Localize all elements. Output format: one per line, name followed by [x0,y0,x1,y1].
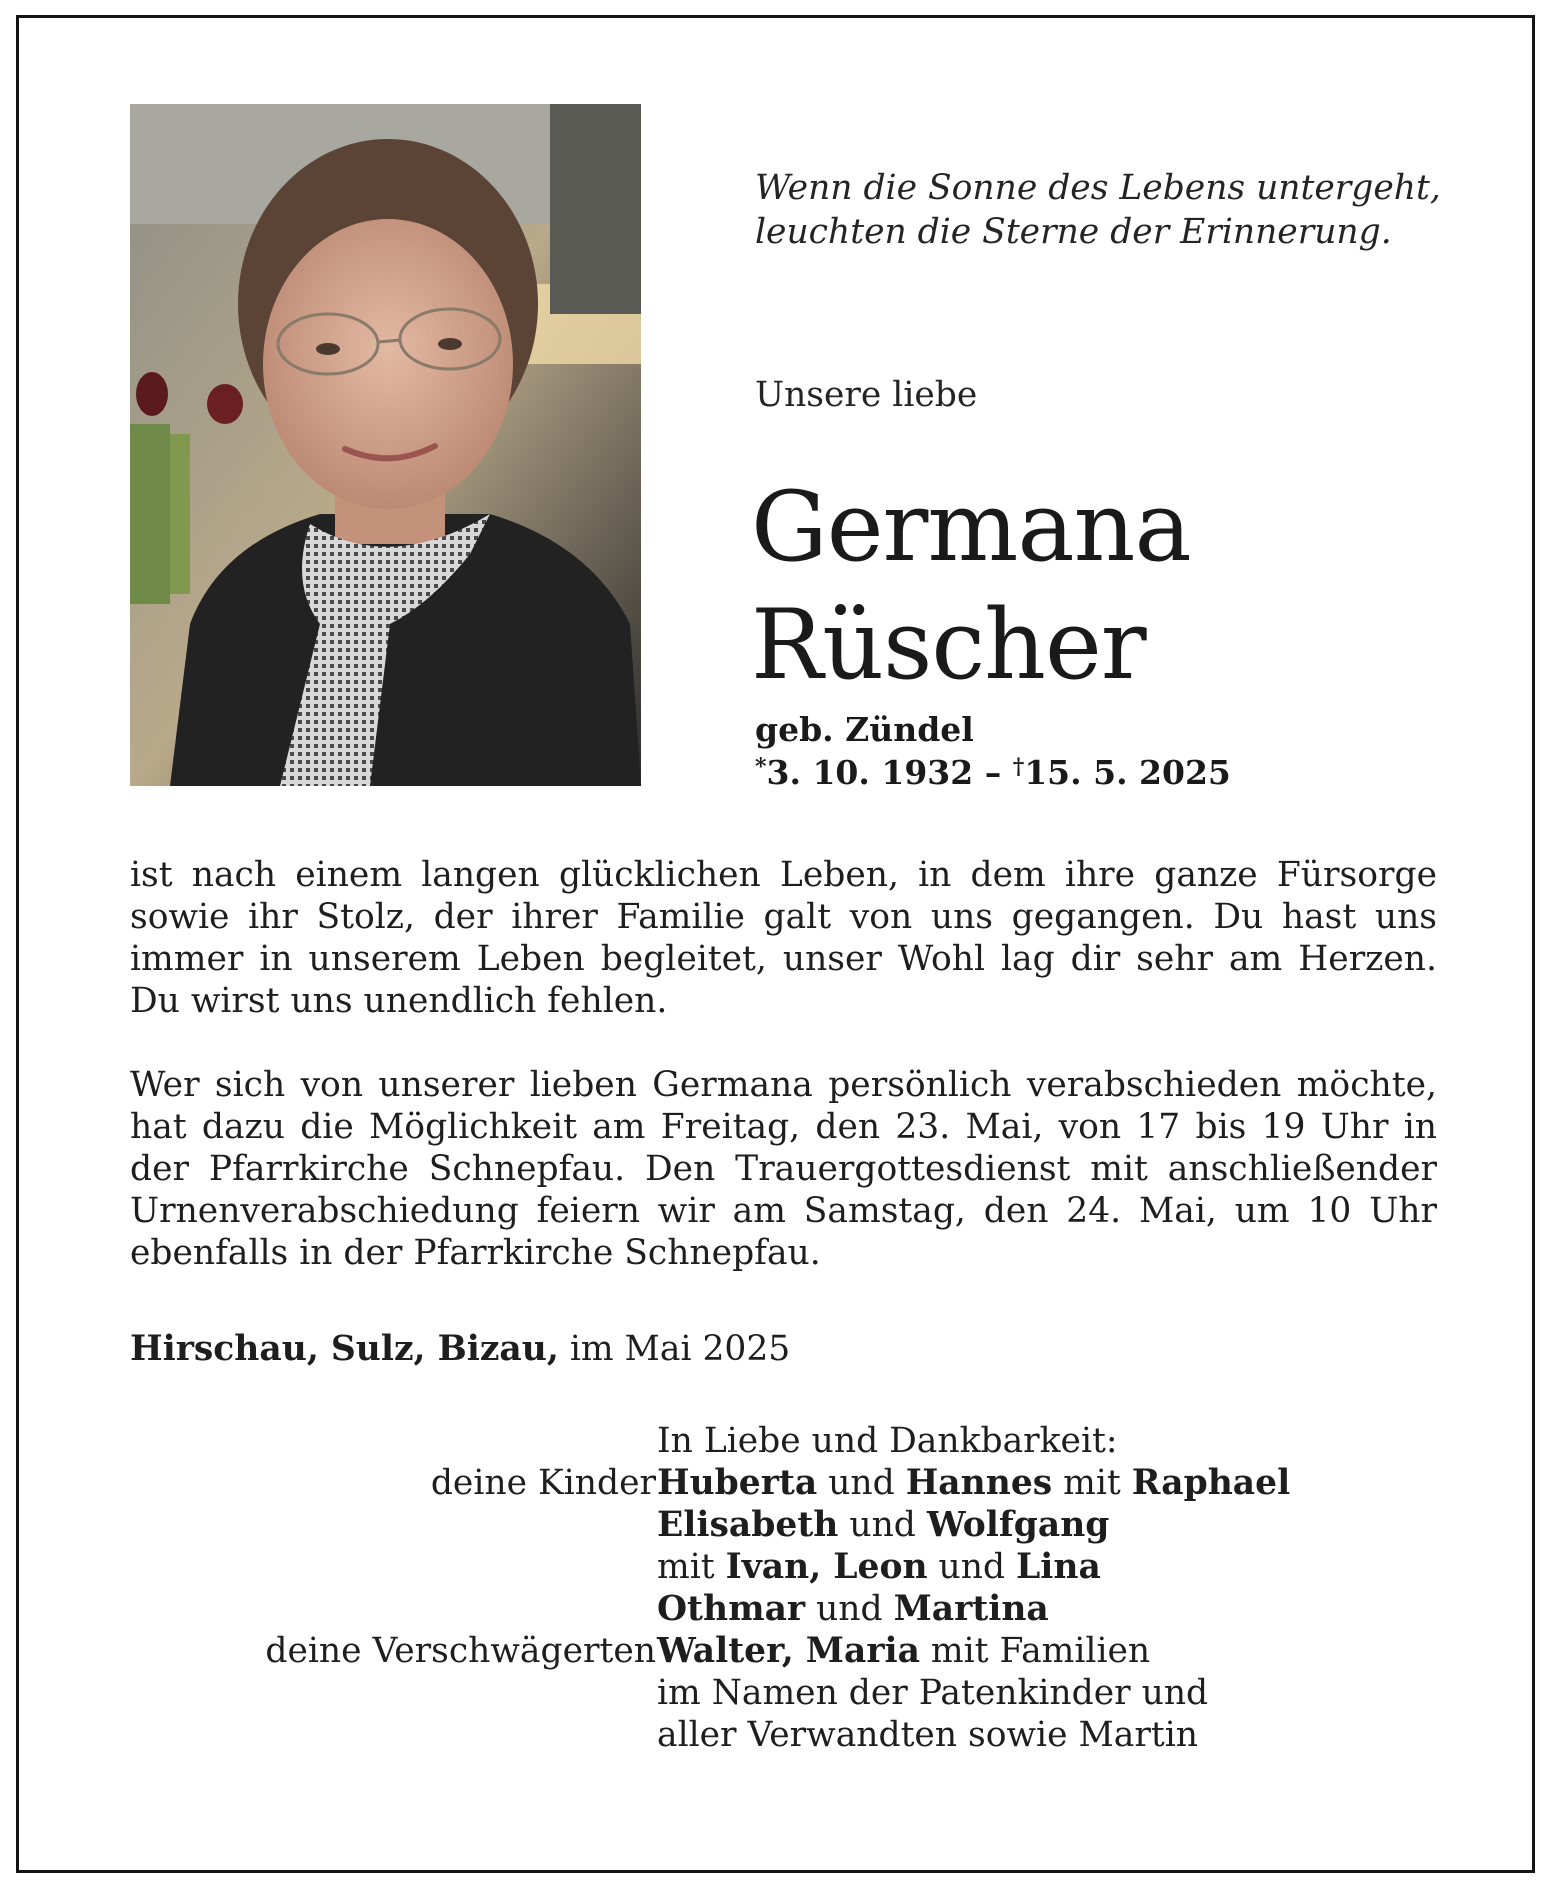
motto-line-2: leuchten die Sterne der Erinnerung. [755,212,1392,252]
children-line-4 [657,1588,1049,1630]
last-name: Rüscher [751,589,1146,701]
connector: mit Familien [919,1631,1151,1671]
connector: mit [1052,1463,1132,1503]
deceased-name [751,468,1191,704]
connector: und [805,1589,894,1629]
mourner-name: Othmar [657,1589,806,1629]
birth-star-symbol: * [755,754,767,780]
children-line-3 [657,1546,1101,1588]
dash: – [973,753,1013,792]
mourner-name: Ivan, Leon [725,1547,928,1587]
intro-text: Unsere liebe [755,375,978,415]
connector: und [817,1463,906,1503]
place-and-date [130,1329,790,1369]
mourners-heading: In Liebe und Dankbarkeit: [657,1421,1118,1461]
place-date: im Mai 2025 [558,1329,791,1369]
portrait-photo [130,104,641,786]
first-name: Germana [751,471,1191,583]
children-line-1 [657,1462,1290,1504]
paragraph-1: ist nach einem langen glücklichen Leben, in dem ihre ganze Fürsorge sowie ihr Stolz, der ihrer Familie galt von uns gegangen. Du hast uns immer in unserem Leben begleitet, unser Wohl lag dir sehr am Herzen. Du wirst uns unendlich fehlen. [130,855,1437,1021]
mourner-name: Lina [1016,1547,1101,1587]
connector: mit [657,1547,726,1587]
label-inlaws: deine Verschwägerten [265,1631,656,1671]
label-children: deine Kinder [430,1463,656,1503]
mourner-name: Hannes [905,1463,1053,1503]
mourner-name: Elisabeth [657,1505,839,1545]
death-date: 15. 5. 2025 [1024,753,1231,792]
connector: und [927,1547,1017,1587]
motto-quote [755,166,1475,254]
mourner-name: Raphael [1131,1463,1291,1503]
paragraph-2: Wer sich von unserer lieben Germana persönlich verabschieden möchte, hat dazu die Möglichkeit am Freitag, den 23. Mai, von 17 bis 19 Uhr in der Pfarrkirche Schnepfau. Den Trauergottesdienst mit anschließender Urnenverabschiedung feiern wir am Samstag, den 24. Mai, um 10 Uhr ebenfalls in der Pfarrkirche Schnepfau. [130,1065,1437,1273]
motto-line-1: Wenn die Sonne des Lebens untergeht, [755,168,1441,208]
life-dates [755,752,1231,794]
place-towns: Hirschau, Sulz, Bizau, [130,1329,559,1369]
mourner-name: Martina [893,1589,1049,1629]
children-line-2 [657,1504,1109,1546]
death-cross-symbol: † [1012,754,1025,780]
connector: und [838,1505,927,1545]
maiden-name: geb. Zündel [755,710,974,749]
relatives-line: aller Verwandten sowie Martin [657,1715,1198,1755]
inlaws-line [657,1630,1150,1672]
birth-date: 3. 10. 1932 [766,753,974,792]
mourner-name: Huberta [657,1463,818,1503]
godchildren-line: im Namen der Patenkinder und [657,1673,1209,1713]
mourner-name: Walter, Maria [657,1631,920,1671]
mourner-name: Wolfgang [926,1505,1110,1545]
